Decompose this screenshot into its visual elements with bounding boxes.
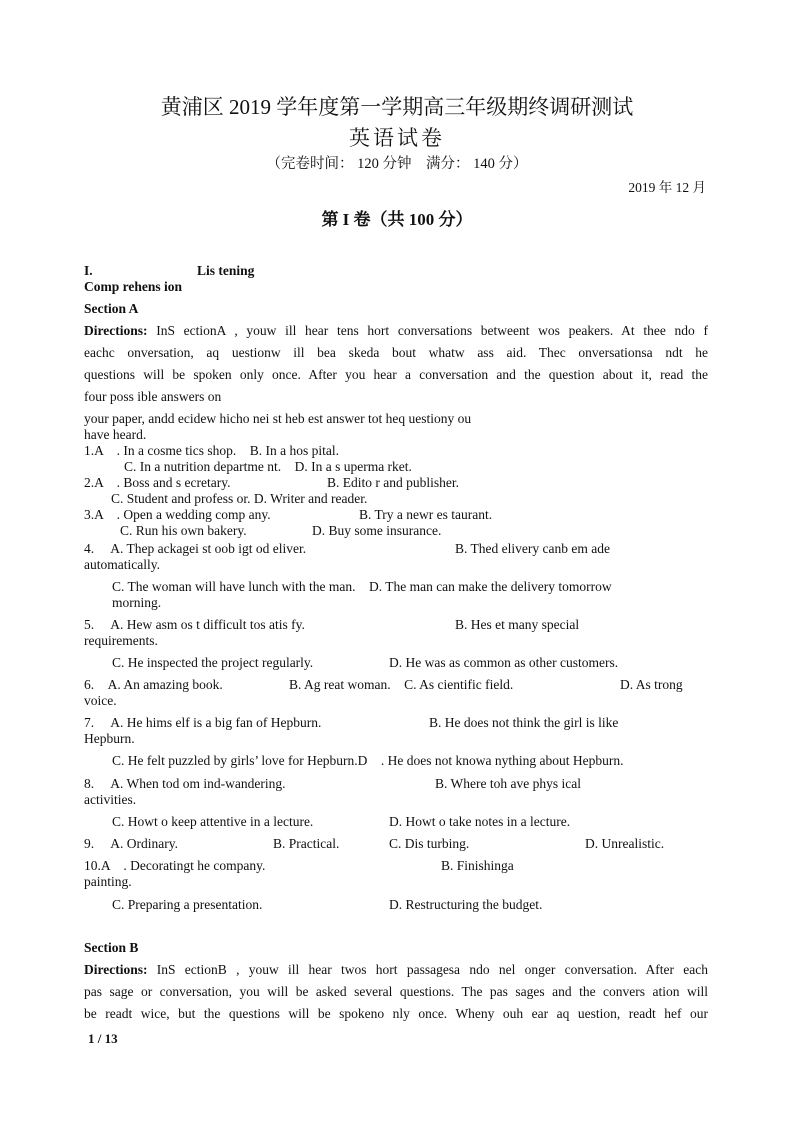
section-title-a: Lis tening [197, 263, 255, 278]
q8-option-c: C. Howt o keep attentive in a lecture. [112, 814, 314, 829]
q3-option-a: 3.A . Open a wedding comp any. [84, 507, 271, 522]
section-b-directions-line-2: pas sage or conversation, you will be asked several questions. The pas sages and the convers ation will [84, 984, 708, 999]
q6-option-d: D. As trong [620, 677, 683, 692]
q10-option-c: C. Preparing a presentation. [112, 897, 263, 912]
q6-option-a: 6. A. An amazing book. [84, 677, 223, 692]
q7-option-b-cont: Hepburn. [84, 731, 135, 746]
q4-option-b: B. Thed elivery canb em ade [455, 541, 610, 556]
q4-option-b-cont: automatically. [84, 557, 160, 572]
q4-options-cd: C. The woman will have lunch with the man. D. The man can make the delivery tomorrow [112, 579, 612, 594]
q5-option-a: 5. A. Hew asm os t difficult tos atis fy. [84, 617, 305, 632]
q10-option-d: D. Restructuring the budget. [389, 897, 543, 912]
exam-title: 黄浦区 2019 学年度第一学期高三年级期终调研测试 [160, 95, 634, 119]
page-number: 1 / 13 [88, 1031, 118, 1046]
section-a-directions-line-4: four poss ible answers on [84, 389, 222, 404]
q10-option-a: 10.A . Decoratingt he company. [84, 858, 266, 873]
exam-subtitle: 英语试卷 [349, 126, 445, 150]
q6-option-d-cont: voice. [84, 693, 117, 708]
q4-option-d-cont: morning. [112, 595, 162, 610]
section-a-directions-line-3: questions will be spoken only once. After you hear a conversation and the question about it, read the [84, 367, 708, 382]
q8-option-b: B. Where toh ave phys ical [435, 776, 581, 791]
section-b-directions-line-1: Directions: InS ectionB , youw ill hear twos hort passagesa ndo nel onger conversation. After each [84, 962, 708, 977]
q7-option-a: 7. A. He hims elf is a big fan of Hepburn. [84, 715, 322, 730]
section-number: I. [84, 263, 93, 278]
time-note: （完卷时间： 120 分钟 满分： 140 分） [266, 156, 528, 172]
q2-option-b: B. Edito r and publisher. [327, 475, 459, 490]
q10-option-b-cont: painting. [84, 874, 132, 889]
section-a-directions-line-6: have heard. [84, 427, 147, 442]
q5-option-b: B. Hes et many special [455, 617, 580, 632]
section-b-heading: Section B [84, 940, 139, 955]
section-title-b: Comp rehens ion [84, 279, 183, 294]
section-a-directions-line-5: your paper, andd ecidew hicho nei st heb est answer tot heq uestiony ou [84, 411, 472, 426]
q2-option-a: 2.A . Boss and s ecretary. [84, 475, 231, 490]
section-a-directions-line-1: Directions: InS ectionA , youw ill hear tens hort conversations betweent wos peakers. At thee ndo f [84, 323, 708, 338]
q9-option-b: B. Practical. [273, 836, 340, 851]
q5-option-b-cont: requirements. [84, 633, 158, 648]
section-a-heading: Section A [84, 301, 139, 316]
q3-option-c: C. Run his own bakery. [120, 523, 247, 538]
q8-option-b-cont: activities. [84, 792, 137, 807]
q6-options-bc: B. Ag reat woman. C. As cientific field. [289, 677, 514, 692]
directions-label: Directions: [84, 962, 148, 977]
q9-option-c: C. Dis turbing. [389, 836, 470, 851]
q10-option-b: B. Finishinga [441, 858, 514, 873]
q1-options-cd: C. In a nutrition departme nt. D. In a s uperma rket. [124, 459, 412, 474]
exam-date: 2019 年 12 月 [628, 180, 706, 195]
q8-option-d: D. Howt o take notes in a lecture. [389, 814, 571, 829]
q4-option-a: 4. A. Thep ackagei st oob igt od eliver. [84, 541, 307, 556]
q3-option-b: B. Try a newr es taurant. [359, 507, 493, 522]
directions-label: Directions: [84, 323, 148, 338]
q5-option-c: C. He inspected the project regularly. [112, 655, 314, 670]
q1-options-ab: 1.A . In a cosme tics shop. B. In a hos pital. [84, 443, 339, 458]
q7-options-cd: C. He felt puzzled by girls’ love for Hepburn.D . He does not knowa nything about Hepburn. [112, 753, 624, 768]
q8-option-a: 8. A. When tod om ind-wandering. [84, 776, 286, 791]
section-b-directions-line-3: be readt wice, but the questions will be spokeno nly once. Wheny ouh ear aq uestion, readt hef our [84, 1006, 708, 1021]
q9-option-a: 9. A. Ordinary. [84, 836, 178, 851]
q3-option-d: D. Buy some insurance. [312, 523, 442, 538]
part-heading: 第 I 卷（共 100 分） [321, 210, 473, 229]
q9-option-d: D. Unrealistic. [585, 836, 665, 851]
q7-option-b: B. He does not think the girl is like [429, 715, 619, 730]
section-a-directions-line-2: eachc onversation, aq uestionw ill bea skeda bout whatw ass aid. Thec onversationsa ndt he [84, 345, 708, 360]
q5-option-d: D. He was as common as other customers. [389, 655, 619, 670]
q2-options-cd: C. Student and profess or. D. Writer and reader. [111, 491, 368, 506]
